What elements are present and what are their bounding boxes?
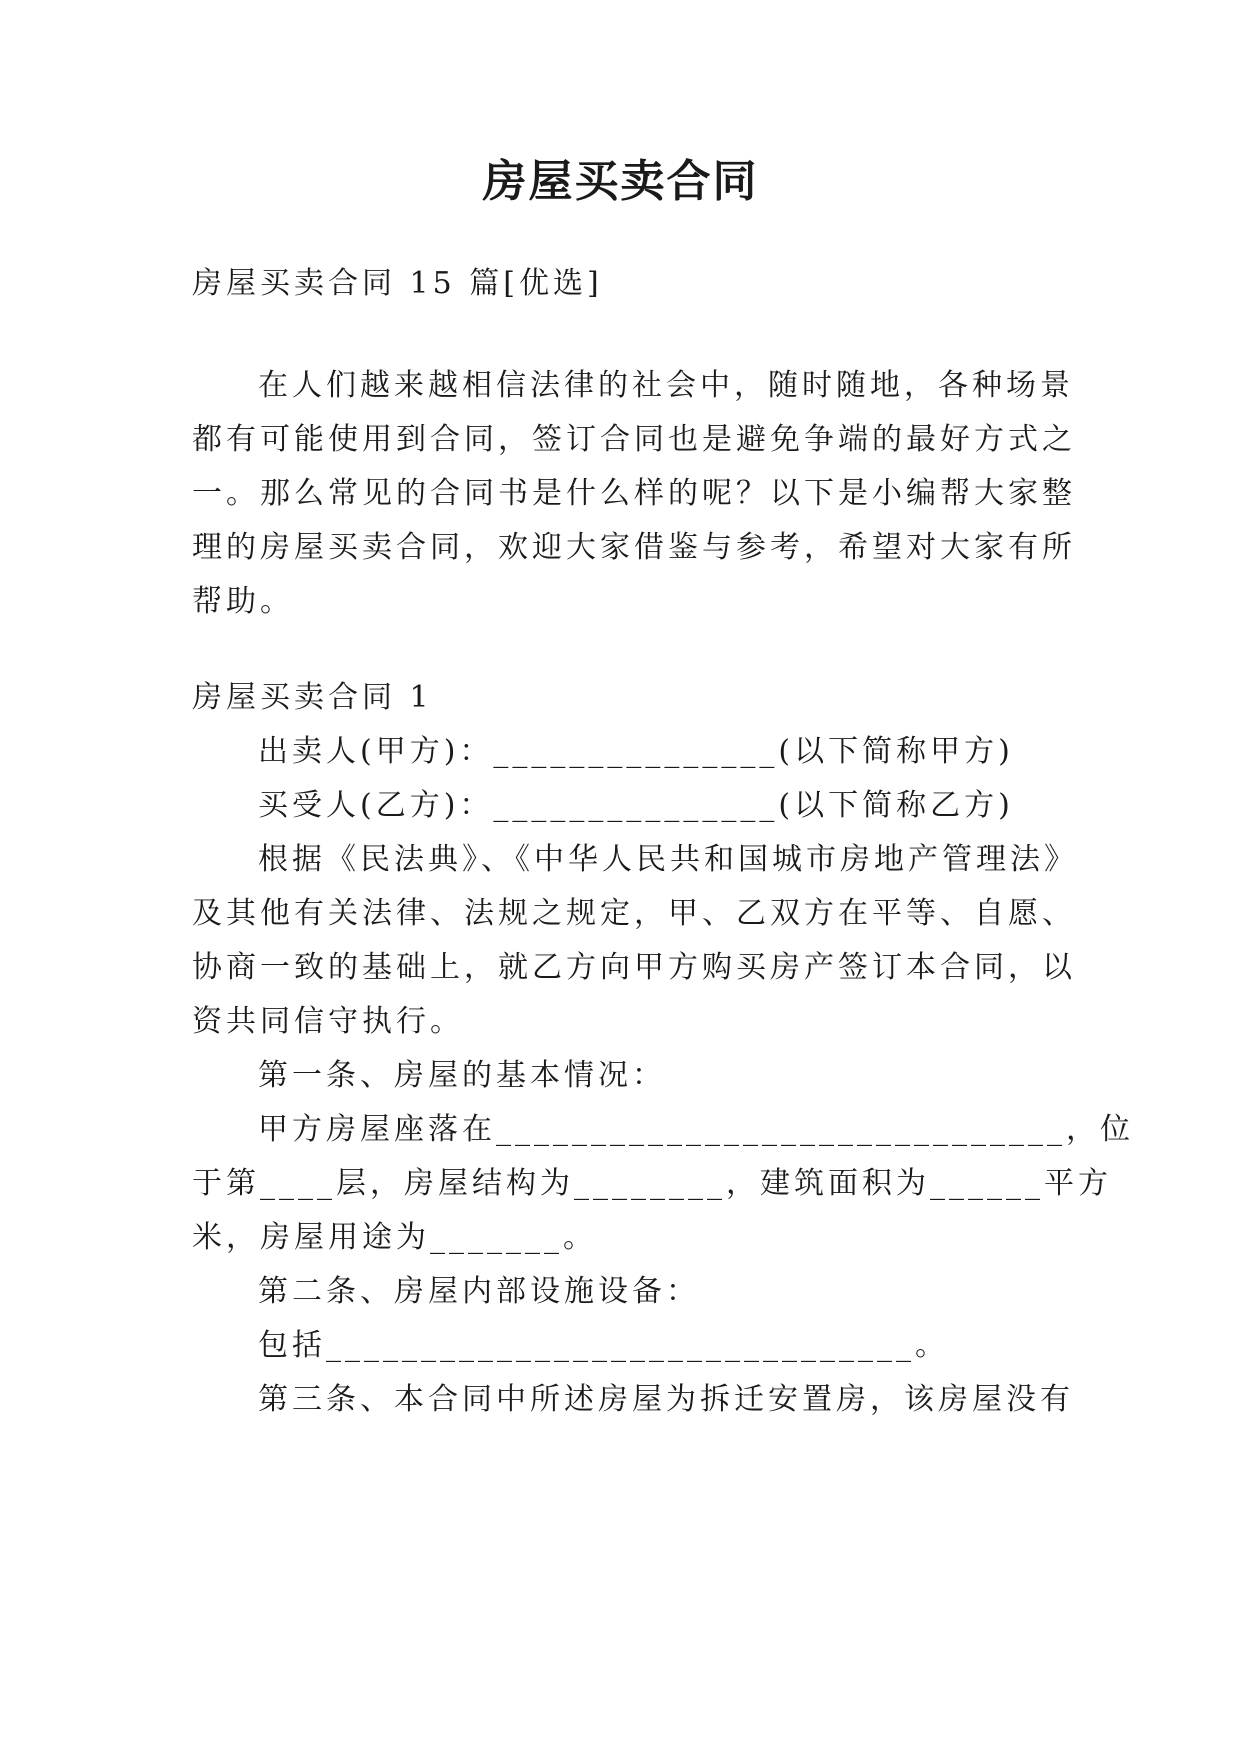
basis-line-3: 协商一致的基础上，就乙方向甲方购买房产签订本合同，以 — [192, 950, 1076, 985]
basis-line-4: 资共同信守执行。 — [192, 1004, 464, 1039]
intro-line-5: 帮助。 — [192, 584, 294, 619]
document-title: 房屋买卖合同 — [482, 156, 759, 207]
basis-line-2: 及其他有关法律、法规之规定，甲、乙双方在平等、自愿、 — [192, 896, 1076, 931]
intro-line-4: 理的房屋买卖合同，欢迎大家借鉴与参考，希望对大家有所 — [192, 530, 1076, 565]
intro-line-1: 在人们越来越相信法律的社会中，随时随地，各种场景 — [258, 368, 1074, 403]
article1-title: 第一条、房屋的基本情况： — [258, 1058, 666, 1093]
article2-title: 第二条、房屋内部设施设备： — [258, 1274, 700, 1309]
document-subtitle: 房屋买卖合同 15 篇[优选] — [192, 266, 603, 301]
article1-line-3: 米，房屋用途为_______。 — [192, 1220, 597, 1255]
contract-heading: 房屋买卖合同 1 — [192, 680, 433, 715]
intro-line-3: 一。那么常见的合同书是什么样的呢？以下是小编帮大家整 — [192, 476, 1076, 511]
buyer-line: 买受人(乙方)：_______________(以下简称乙方) — [258, 788, 1014, 823]
article3-line: 第三条、本合同中所述房屋为拆迁安置房，该房屋没有 — [258, 1382, 1074, 1417]
article2-line: 包括_______________________________。 — [258, 1328, 949, 1363]
intro-line-2: 都有可能使用到合同，签订合同也是避免争端的最好方式之 — [192, 422, 1076, 457]
seller-line: 出卖人(甲方)：_______________(以下简称甲方) — [258, 734, 1014, 769]
basis-line-1: 根据《民法典》、《中华人民共和国城市房地产管理法》 — [258, 842, 1078, 877]
article1-line-2: 于第____层，房屋结构为________，建筑面积为______平方 — [192, 1166, 1112, 1201]
article1-line-1: 甲方房屋座落在______________________________，位 — [258, 1112, 1134, 1147]
